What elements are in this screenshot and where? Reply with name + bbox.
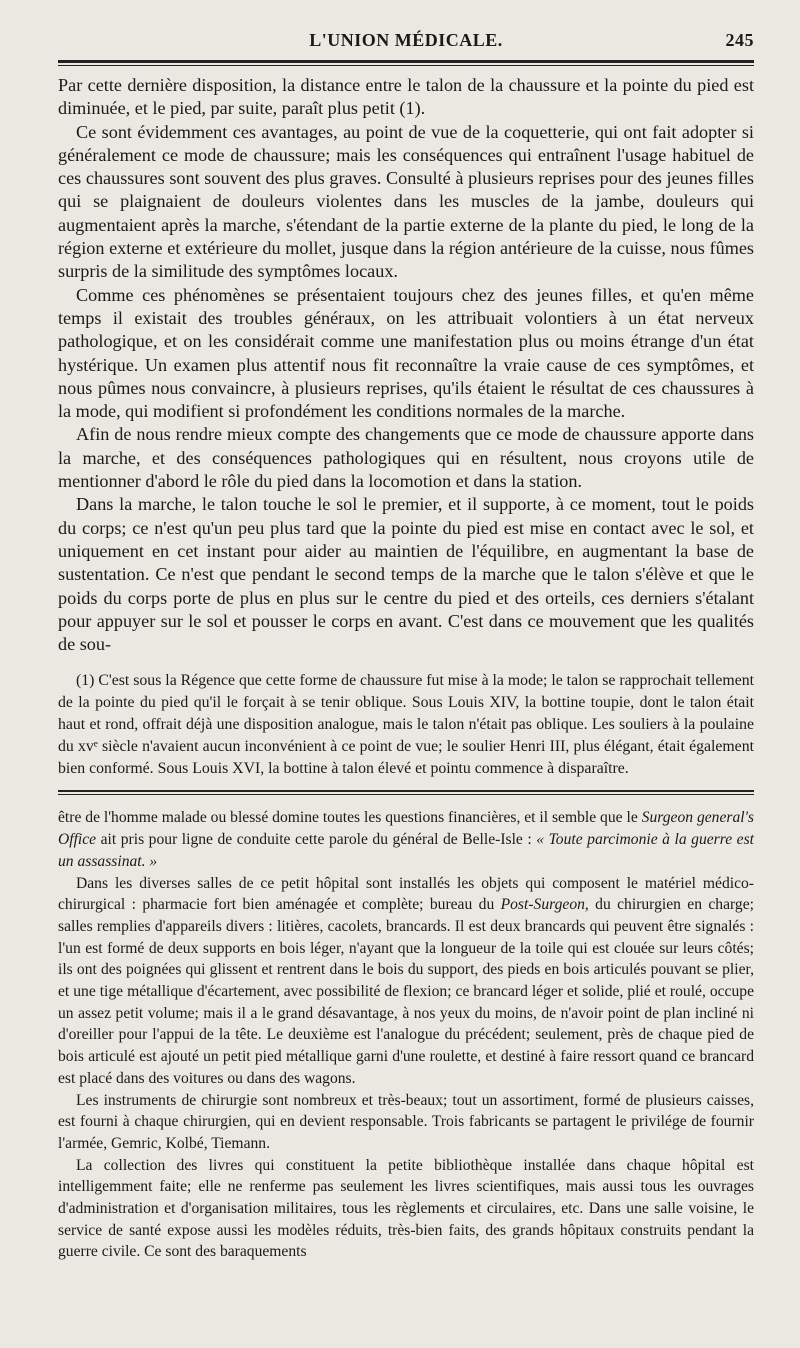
paragraph bbox=[58, 807, 754, 872]
footnote bbox=[58, 670, 754, 780]
italic-run: Surgeon general's Office bbox=[58, 809, 754, 849]
paragraph: Dans la marche, le talon touche le sol le premier, et il supporte, à ce moment, tout le poids du corps; ce n'est qu'un peu plus tard que la pointe du pied est mise en contact avec le sol, et uniquement en cet instant pour aider au maintien de l'équilibre, en augmentant la base de sustentation. Ce n'est que pendant le second temps de la marche que le talon s'élève et que le poids du corps porte de plus en plus sur le centre du pied et des orteils, ces derniers s'étalant pour appuyer sur le sol et pousser le corps en avant. C'est dans ce mouvement que les qualités de sou- bbox=[58, 494, 754, 655]
footnote-text: (1) C'est sous la Régence que cette forme de chaussure fut mise à la mode; le talon se rapprochait tellement de la pointe du pied qu'il le forçait à se tenir oblique. Sous Louis XIV, la bottine toupie, dont le talon était haut et rond, offrait déjà une disposition analogue, mais le talon n'était pas oblique. Les souliers à la poulaine du xvᵉ siècle n'avaient aucun inconvénient à ce point de vue; le soulier Henri III, plus élégant, était également bien conformé. Sous Louis XVI, la bottine à talon élevé et pointu commence à disparaître. bbox=[58, 672, 754, 778]
header-rule bbox=[58, 60, 754, 66]
paragraph: Afin de nous rendre mieux compte des changements que ce mode de chaussure apporte dans la marche, et des conséquences pathologiques qui en résultent, nous croyons utile de mentionner d'abord le rôle du pied dans la locomotion et dans la station. bbox=[58, 424, 754, 492]
paragraph: Par cette dernière disposition, la distance entre le talon de la chaussure et la pointe du pied est diminuée, et le pied, par suite, paraît plus petit (1). bbox=[58, 75, 754, 119]
page-number: 245 bbox=[725, 30, 754, 50]
main-text bbox=[58, 74, 754, 656]
paragraph: La collection des livres qui constituent la petite bibliothèque installée dans chaque hôpital est intelligemment faite; elle ne renferme pas seulement les livres scientifiques, mais aussi tous les ouvrages d'administration et d'organisation militaires, tous les règlements et circulaires, etc. Dans une salle voisine, le service de santé expose aussi les modèles réduits, très-bien faits, des grands hôpitaux construits pendant la guerre civile. Ce sont des baraquements bbox=[58, 1156, 754, 1261]
paragraph: Les instruments de chirurgie sont nombreux et très-beaux; tout un assortiment, formé de plusieurs caisses, est fourni à chaque chirurgien, qui en devient responsable. Trois fabricants se partagent le privilége de fournir l'armée, Gemric, Kolbé, Tiemann. bbox=[58, 1091, 754, 1152]
page-header bbox=[58, 22, 754, 56]
feuilleton-text bbox=[58, 807, 754, 1263]
text-run: être de l'homme malade ou blessé domine toutes les questions financières, et il semble que le bbox=[58, 809, 642, 827]
paragraph: Comme ces phénomènes se présentaient toujours chez des jeunes filles, et qu'en même temps il existait des troubles généraux, on les attribuait volontiers à un état nerveux pathologique, et on les considérait comme une manifestation plus ou moins étrange d'un état hystérique. Un examen plus attentif nous fit reconnaître la vraie cause de ces symptômes, et nous pûmes nous convaincre, à plusieurs reprises, qu'ils étaient le résultat de ces chaussures à la mode, qui modifient si profondément les conditions normales de la marche. bbox=[58, 284, 754, 422]
text-run: , du chirurgien en charge; salles remplies d'appareils divers : litières, cacolets, brancards. Il est deux brancards qui peuvent être signalés : l'un est formé de deux supports en bois léger, n'ayant que la longueur de la toile qui est clouée sur leurs côtés; ils ont des poignées qui glissent et rentrent dans le bois du support, des pieds en bois articulés pouvant se plier, et une tige métallique d'écartement, avec possibilité de flexion; ce brancard léger et solide, plié et roulé, occupe un assez petit volume; mais il a le grand désavantage, à nos yeux du moins, de n'avoir point de plan incliné ni d'oreiller pour l'appui de la tête. Le deuxième est l'analogue du précédent; seulement, près de chaque pied de bois articulé est ajouté un petit pied métallique garni d'une roulette, et destiné à faire ressort quand ce brancard est placé dans des voitures ou dans des wagons. bbox=[58, 896, 754, 1087]
running-title: L'UNION MÉDICALE. bbox=[309, 30, 503, 50]
italic-run: Post-Surgeon bbox=[500, 896, 585, 914]
feuilleton-separator bbox=[58, 790, 754, 795]
text-run: ait pris pour ligne de conduite cette parole du général de Belle-Isle : bbox=[96, 831, 537, 849]
paragraph bbox=[58, 873, 754, 1090]
italic-run: « Toute parcimonie à la guerre est un assassinat. » bbox=[58, 831, 754, 870]
text-run: Dans les diverses salles de ce petit hôpital sont installés les objets qui composent le matériel médico-chirurgical : pharmacie fort bien aménagée et complète; bureau du bbox=[58, 874, 754, 914]
paragraph: Ce sont évidemment ces avantages, au point de vue de la coquetterie, qui ont fait adopter si généralement ce mode de chaussure; mais les conséquences qui entraînent l'usage habituel de ces chaussures sont souvent des plus graves. Consulté à plusieurs reprises pour des jeunes filles qui se plaignaient de douleurs violentes dans les muscles de la jambe, douleurs qui augmentaient après la marche, s'étendant de la partie externe de la plante du pied, le long de la région externe et extérieure du mollet, jusque dans la région antérieure de la cuisse, nous fûmes surpris de la similitude des symptômes locaux. bbox=[58, 121, 754, 282]
